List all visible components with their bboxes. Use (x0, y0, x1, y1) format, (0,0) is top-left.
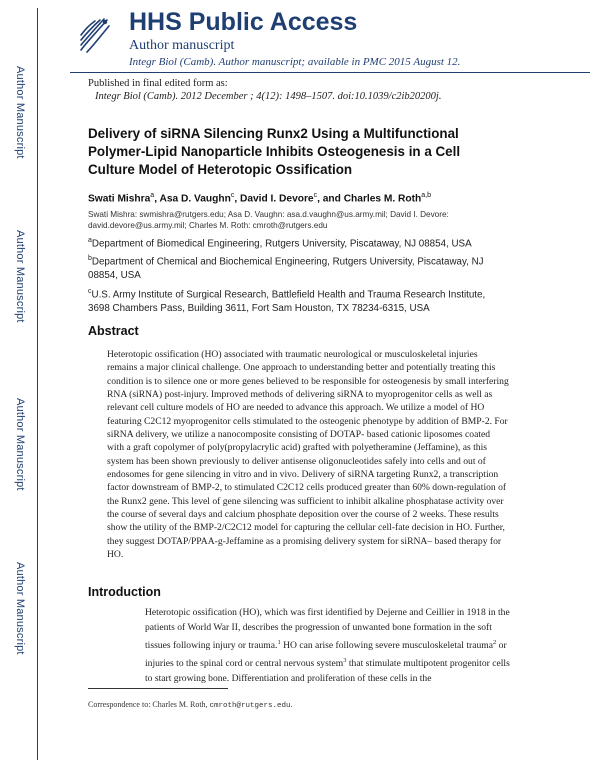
correspondence-note: Correspondence to: Charles M. Roth, cmroth@rutgers.edu. (88, 700, 293, 710)
side-label-author-manuscript: Author Manuscript (14, 66, 26, 159)
affiliation-b: $^b$Department of Chemical and Biochemical Engineering, Rutgers University, Piscataway, NJ 08854, USA (88, 255, 484, 282)
side-label-author-manuscript: Author Manuscript (14, 398, 26, 491)
author-name: Swati Mishra (88, 193, 151, 205)
reference-link[interactable]: 1 (277, 638, 281, 646)
introduction-heading: Introduction (88, 585, 161, 599)
citation-line: Integr Biol (Camb). 2012 December ; 4(12): 1498–1507. doi:10.1039/c2ib20200j. (95, 91, 442, 102)
author-manuscript-label: Author manuscript (129, 38, 235, 53)
published-form-label: Published in final edited form as: (88, 78, 228, 89)
author-emails: Swati Mishra: swmishra@rutgers.edu; Asa D. Vaughn: asa.d.vaughn@us.army.mil; David I. Devore: david.devore@us.army.mil; Charles M. Roth: cmroth@rutgers.edu (88, 210, 449, 230)
introduction-body: Heterotopic ossification (HO), which was first identified by Dejerne and Ceillier in 1918 in the patients of World War II, describes the progression of unwanted bone formation in the soft tissues following injury or trauma.$^1$ HO can arise following severe musculoskeletal trauma$^2$ or injuries to the spinal cord or central nervous system$^3$ that stimulate multipotent progenitor cells to start growing bone. Differentiation and proliferation of these cells in the (145, 607, 510, 684)
author-name: Charles M. Roth (343, 193, 422, 205)
affiliation-a: $^a$Department of Biomedical Engineering, Rutgers University, Piscataway, NJ 08854, USA (88, 237, 472, 250)
author-name: Asa D. Vaughn (159, 193, 231, 205)
paper-title: Delivery of siRNA Silencing Runx2 Using a Multifunctional Polymer-Lipid Nanoparticle Inhibits Osteogenesis in a Cell Culture Model of Heterotopic Ossification (88, 126, 461, 177)
footnote-divider (88, 688, 228, 689)
author-list: Swati Mishra$^a$, Asa D. Vaughn$^c$, David I. Devore$^c$, and Charles M. Roth$^{a,b}$ (88, 192, 431, 205)
affiliation-c: $^c$U.S. Army Institute of Surgical Research, Battlefield Health and Trauma Research Institute, 3698 Chambers Pass, Building 3611, Fort Sam Houston, TX 78234-6315, USA (88, 288, 486, 315)
header-divider (70, 72, 590, 73)
reference-link[interactable]: 3 (343, 656, 347, 664)
abstract-heading: Abstract (88, 324, 139, 338)
side-label-author-manuscript: Author Manuscript (14, 230, 26, 323)
reference-link[interactable]: 2 (493, 638, 497, 646)
author-name: David I. Devore (239, 193, 314, 205)
abstract-body: Heterotopic ossification (HO) associated with traumatic neurological or musculoskeletal injuries remains a major clinical challenge. One approach to understanding better and potentially treating this condition is to silence one or more genes believed to be responsible for osteogenesis by small interfering RNA (siRNA) post-injury. Improved methods of delivering siRNA to myoprogenitor cells as well as relevant cell culture models of HO are needed to advance this approach. We utilize a model of HO featuring C2C12 myoprogenitor cells stimulated to the osteogenic phenotype by addition of BMP-2. For siRNA delivery, we utilize a nanocomposite consisting of DOTAP- based cationic liposomes coated with a graft copolymer of poly(propylacrylic acid) grafted with polyetheramine (Jeffamine), as this system has been shown previously to deliver antisense oligonucleotides safely into cells and out of endosomes for gene silencing in vitro and in vivo. Delivery of siRNA targeting Runx2, a transcription factor downstream of BMP-2, to stimulated C2C12 cells produced greater than 60% down-regulation of the Runx2 gene. This level of gene silencing was sufficient to inhibit alkaline phosphatase activity over the course of several days and calcium phosphate deposition over the course of 2 weeks. These results show the utility of the BMP-2/C2C12 model for capturing the cellular cell-fate decision in HO. Further, they suggest DOTAP/PPAA-g-Jeffamine as a promising delivery system for siRNA– based therapy for HO. (107, 349, 509, 561)
journal-availability: Integr Biol (Camb). Author manuscript; available in PMC 2015 August 12. (129, 56, 461, 68)
correspondence-email[interactable]: cmroth@rutgers.edu (209, 702, 291, 710)
hhs-eagle-logo-icon (77, 16, 111, 54)
side-label-author-manuscript: Author Manuscript (14, 562, 26, 655)
hhs-title: HHS Public Access (129, 8, 358, 36)
left-rule (37, 8, 38, 760)
